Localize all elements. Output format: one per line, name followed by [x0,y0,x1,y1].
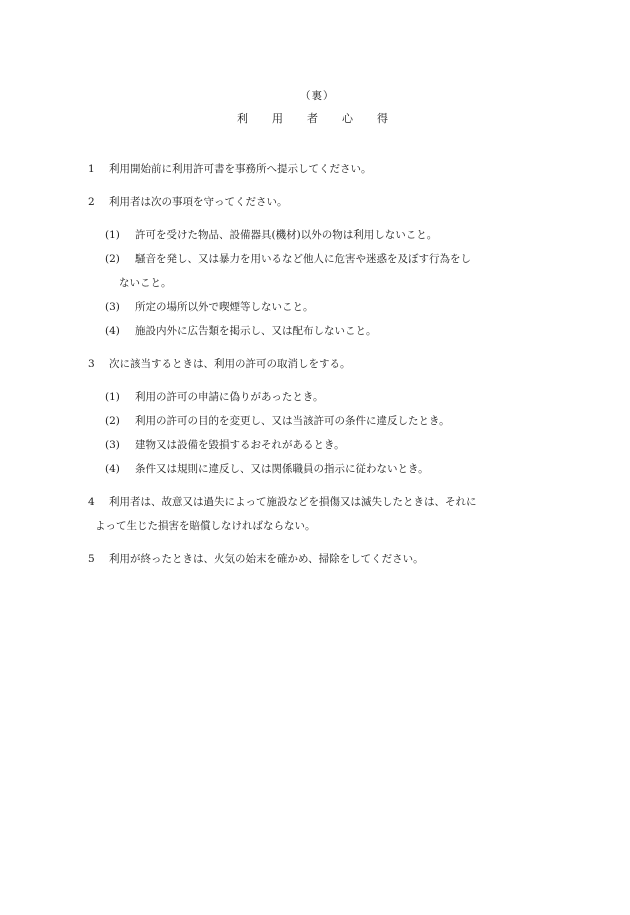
sub-item [88,247,568,295]
rule-text-continued: よって生じた損害を賠償しなければならない。 [95,520,316,532]
sub-item-number: (1) [105,229,120,241]
sub-item [88,457,568,481]
page-title [237,110,388,126]
sub-item-number: (4) [105,325,120,337]
sub-item-text: 騒音を発し、又は暴力を用いるなど他人に危害や迷惑を及ぼす行為をし [135,253,471,265]
sub-item-text: 許可を受けた物品、設備器具(機材)以外の物は利用しないこと。 [135,229,438,241]
title-char: 用 [272,112,283,125]
sub-item-text: 利用の許可の目的を変更し、又は当該許可の条件に違反したとき。 [135,415,450,427]
rule-text: 利用開始前に利用許可書を事務所へ提示してください。 [109,163,372,175]
sub-item-text-continued: ないこと。 [119,277,172,289]
rule-number: 5 [88,553,95,565]
rule-number: 3 [88,358,95,370]
sub-item-number: (1) [105,391,120,403]
rule-item-4 [88,490,568,538]
sub-item [88,223,568,247]
rule-text: 利用者は、故意又は過失によって施設などを損傷又は滅失したときは、それに [109,496,477,508]
rule-text: 利用者は次の事項を守ってください。 [109,196,288,208]
sub-item-text: 利用の許可の申請に偽りがあったとき。 [135,391,324,403]
sub-item [88,385,568,409]
title-char: 利 [237,112,248,125]
rule-item-3 [88,352,568,376]
sub-item-number: (3) [105,439,120,451]
rule-number: 4 [88,496,95,508]
sub-item [88,433,568,457]
sub-item-text: 所定の場所以外で喫煙等しないこと。 [135,301,314,313]
rule-text: 利用が終ったときは、火気の始末を確かめ、掃除をしてください。 [109,553,424,565]
sub-item-number: (2) [105,253,120,265]
sub-item-text: 建物又は設備を毀損するおそれがあるとき。 [135,439,345,451]
rule-number: 2 [88,196,95,208]
title-char: 得 [377,112,388,125]
rule-item-1 [88,157,568,181]
rule-number: 1 [88,163,95,175]
title-char: 者 [307,112,318,125]
title-char: 心 [342,112,353,125]
rule-3-subitems [88,385,568,481]
sub-item-number: (2) [105,415,120,427]
back-side-note: （裏） [300,90,335,102]
sub-item-number: (4) [105,463,120,475]
sub-item-number: (3) [105,301,120,313]
rule-text: 次に該当するときは、利用の許可の取消しをする。 [109,358,351,370]
sub-item-text: 施設内外に広告類を掲示し、又は配布しないこと。 [135,325,377,337]
sub-item [88,409,568,433]
rule-2-subitems [88,223,568,343]
sub-item [88,295,568,319]
sub-item-text: 条件又は規則に違反し、又は関係職員の指示に従わないとき。 [135,463,429,475]
rule-item-5 [88,547,568,571]
rules-list [88,157,568,580]
sub-item [88,319,568,343]
rule-item-2 [88,190,568,214]
